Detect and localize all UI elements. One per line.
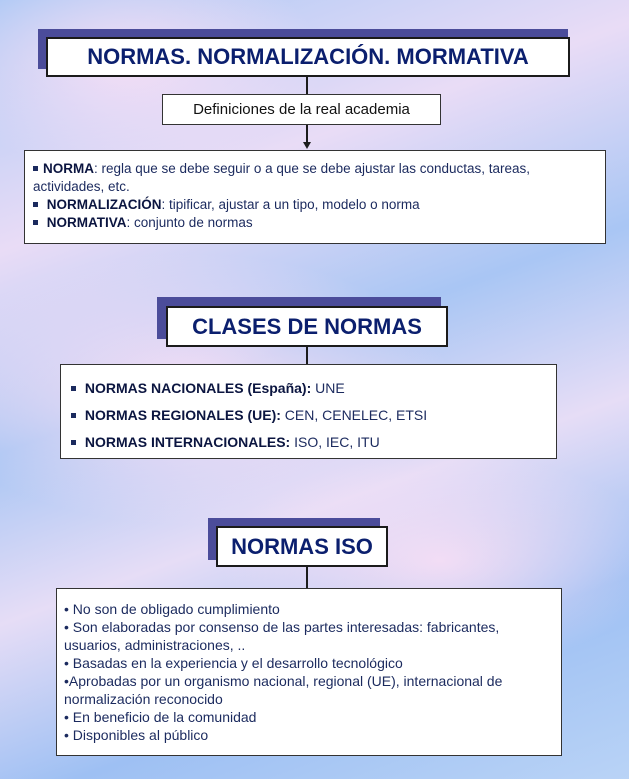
iso-line: • En beneficio de la comunidad xyxy=(64,709,257,725)
connector-line xyxy=(306,567,308,588)
connector-line xyxy=(306,125,308,143)
clases-box xyxy=(60,364,557,459)
definition-text: : conjunto de normas xyxy=(126,215,253,230)
definition-normalizacion xyxy=(33,196,605,214)
connector-line xyxy=(306,77,308,95)
clase-text: UNE xyxy=(311,380,345,396)
clase-term: NORMAS INTERNACIONALES: xyxy=(84,434,291,450)
definition-text: : regla que se debe seguir o a que se debe ajustar las conductas, tareas, xyxy=(94,161,531,176)
bullet-icon xyxy=(71,413,76,418)
iso-line: • Basadas en la experiencia y el desarrollo tecnológico xyxy=(64,655,403,671)
iso-line: •Aprobadas por un organismo nacional, regional (UE), internacional de xyxy=(64,673,503,689)
definition-text: : tipificar, ajustar a un tipo, modelo o norma xyxy=(161,197,420,212)
clase-text: ISO, IEC, ITU xyxy=(290,434,380,450)
clase-term: NORMAS REGIONALES (UE): xyxy=(84,407,281,423)
clase-text: CEN, CENELEC, ETSI xyxy=(280,407,428,423)
bullet-icon xyxy=(71,440,76,445)
term-normalizacion: NORMALIZACIÓN xyxy=(46,197,162,212)
subtitle-text: Definiciones de la real academia xyxy=(193,101,410,118)
iso-box xyxy=(56,588,562,756)
iso-line: • Disponibles al público xyxy=(64,727,209,743)
iso-line: • Son elaboradas por consenso de las partes interesadas: fabricantes, xyxy=(64,619,500,635)
title-normas-iso xyxy=(216,526,388,567)
bullet-icon xyxy=(33,202,38,207)
term-normativa: NORMATIVA xyxy=(46,215,127,230)
definitions-box xyxy=(24,150,606,244)
clase-term: NORMAS NACIONALES (España): xyxy=(84,380,312,396)
title-text: NORMAS. NORMALIZACIÓN. MORMATIVA xyxy=(87,44,529,69)
definition-norma xyxy=(33,160,605,178)
definition-normativa xyxy=(33,214,605,232)
clase-nacional xyxy=(71,375,556,402)
subtitle-box xyxy=(162,94,441,125)
clase-internacional xyxy=(71,429,556,456)
title-normas-normalizacion xyxy=(46,37,570,77)
definition-text: actividades, etc. xyxy=(33,179,130,194)
definition-norma-cont xyxy=(33,178,605,196)
connector-line xyxy=(306,347,308,364)
iso-line: • No son de obligado cumplimiento xyxy=(64,601,280,617)
title-text: NORMAS ISO xyxy=(231,533,373,559)
bullet-icon xyxy=(71,386,76,391)
title-text: CLASES DE NORMAS xyxy=(192,313,422,339)
title-clases-de-normas xyxy=(166,306,448,347)
term-norma: NORMA xyxy=(43,161,94,176)
bullet-icon xyxy=(33,166,38,171)
bullet-icon xyxy=(33,220,38,225)
iso-line: normalización reconocido xyxy=(64,691,223,707)
arrow-down-icon xyxy=(303,142,311,149)
iso-line: usuarios, administraciones, .. xyxy=(64,637,246,653)
clase-regional xyxy=(71,402,556,429)
